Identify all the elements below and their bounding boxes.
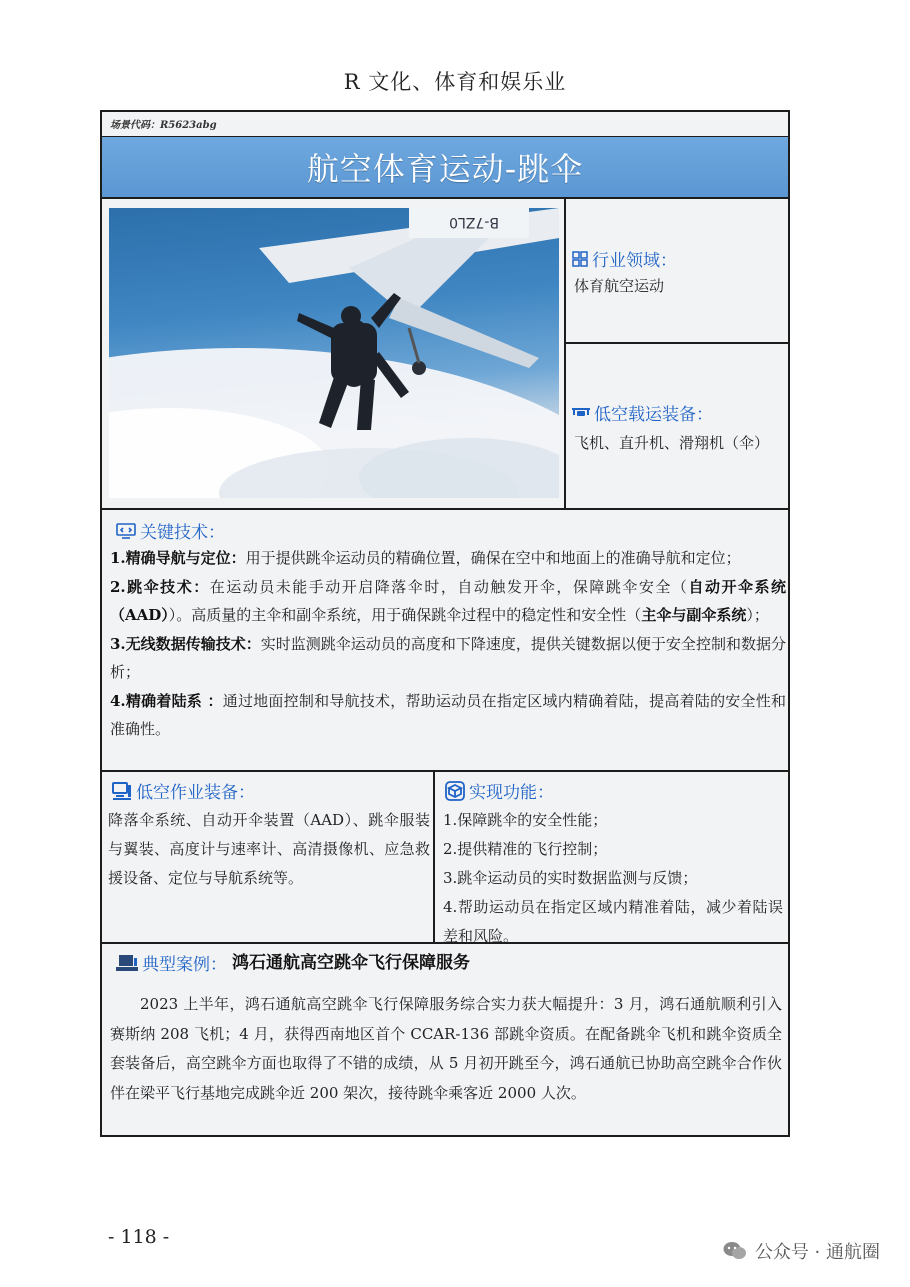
- industry-value: 体育航空运动: [574, 277, 665, 295]
- industry-label: 行业领域：: [572, 246, 677, 271]
- case-title: 鸿石通航高空跳伞飞行保障服务: [232, 953, 470, 973]
- watermark: 公众号 · 通航圈: [723, 1238, 880, 1264]
- tech-list: [110, 544, 786, 744]
- monitor-icon: [116, 523, 136, 539]
- page-number: - 118 -: [108, 1226, 170, 1248]
- function-item: 1.保障跳伞的安全性能；: [443, 811, 608, 829]
- tech-label: 关键技术：: [116, 518, 225, 543]
- tech-item: 1.精确导航与定位：用于提供跳伞运动员的精确位置，确保在空中和地面上的准确导航和定位；: [110, 549, 741, 567]
- function-item: 4.帮助运动员在指定区域内精准着陆，减少着陆误差和风险。: [443, 898, 783, 945]
- case-body: 2023 上半年，鸿石通航高空跳伞飞行保障服务综合实力获大幅提升：3 月，鸿石通航顺利引入赛斯纳 208 飞机；4 月，获得西南地区首个 CCAR-136 部跳伞资质。在配备跳伞飞机和跳伞资质全套装备后，高空跳伞方面也取得了不错的成绩，从 5 月初开跳至今，鸿石通航已协助高空跳伞合作伙伴在梁平飞行基地完成跳伞近 200 架次，接待跳伞乘客近 2000 人次。: [110, 995, 782, 1102]
- card-title: 航空体育运动-跳伞: [306, 150, 584, 188]
- cube-icon: [445, 781, 465, 801]
- case-section: [102, 942, 788, 1135]
- function-label: 实现功能：: [445, 778, 554, 803]
- grid-icon: [572, 251, 588, 267]
- equipment-label: 低空作业装备：: [112, 778, 255, 803]
- section-header: R 文化、体育和娱乐业: [343, 70, 567, 94]
- equipment-text: 降落伞系统、自动开伞装置（AAD）、跳伞服装与翼装、高度计与速率计、高清摄像机、应急救援设备、定位与导航系统等。: [108, 811, 430, 887]
- drone-icon: [572, 406, 590, 420]
- scene-code: 场景代码：R5623abg: [110, 120, 217, 131]
- carrier-value: 飞机、直升机、滑翔机（伞）: [574, 434, 770, 452]
- key-tech-section: [102, 508, 788, 770]
- function-list: [443, 806, 783, 951]
- scenario-card: [100, 110, 790, 1137]
- svg-text:B-7ZL0: B-7ZL0: [449, 214, 499, 230]
- function-item: 3.跳伞运动员的实时数据监测与反馈；: [443, 869, 698, 887]
- tech-item: 2.跳伞技术：在运动员未能手动开启降落伞时，自动触发开伞，保障跳伞安全（自动开伞系统（AAD））。高质量的主伞和副伞系统，用于确保跳伞过程中的稳定性和安全性（主伞与副伞系统）；: [110, 577, 786, 624]
- skydiving-photo: [109, 208, 559, 498]
- wechat-icon: [723, 1241, 747, 1261]
- industry-cell: [566, 198, 788, 344]
- case-label: 典型案例：: [116, 950, 227, 975]
- equipment-function-row: [102, 770, 788, 945]
- carrier-label: 低空载运装备：: [572, 400, 713, 425]
- function-item: 2.提供精准的飞行控制；: [443, 840, 608, 858]
- carrier-cell: [566, 344, 788, 508]
- tech-item: 4.精确着陆系 ：通过地面控制和导航技术，帮助运动员在指定区域内精确着陆，提高着陆的安全性和准确性。: [110, 691, 786, 738]
- photo-cell: [102, 198, 566, 508]
- title-band: [102, 136, 788, 199]
- laptop-icon: [116, 954, 138, 972]
- tech-item: 3.无线数据传输技术：实时监测跳伞运动员的高度和下降速度，提供关键数据以便于安全控制和数据分析；: [110, 634, 786, 681]
- computer-icon: [112, 782, 132, 800]
- equipment-cell: [102, 772, 435, 942]
- function-cell: [435, 772, 788, 945]
